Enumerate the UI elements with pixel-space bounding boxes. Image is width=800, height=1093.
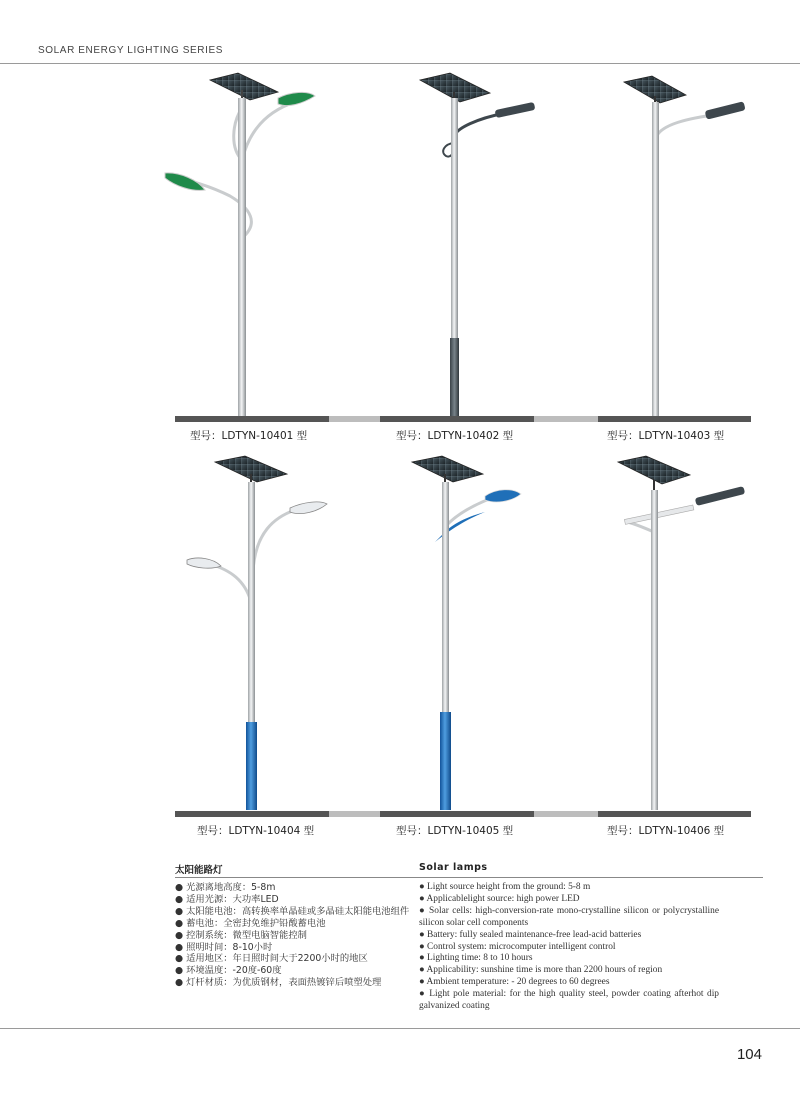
spec-cn-item: ● 灯杆材质：为优质钢材，表面热镀锌后喷塑处理 xyxy=(175,977,382,989)
spec-cn-item: ● 控制系统：微型电脑智能控制 xyxy=(175,929,307,941)
footer-rule xyxy=(0,1028,800,1029)
pole-lower xyxy=(440,712,451,810)
specs-cn-title: 太阳能路灯 xyxy=(175,865,223,876)
lamp-head xyxy=(495,102,536,118)
lamp-10402-illustration xyxy=(380,68,540,418)
caption-10404: 型号：LDTYN-10404 型 xyxy=(197,825,315,837)
specs-en-title: Solar lamps xyxy=(419,862,488,873)
spec-en-item: ● Solar cells: high-conversion-rate mono-crystalline silicon or polycrystalline silicon solar cell components xyxy=(419,905,719,928)
product-ldtyn-10403 xyxy=(600,68,760,418)
product-ldtyn-10404 xyxy=(175,452,335,812)
page-number: 104 xyxy=(736,1046,762,1063)
lamp-head xyxy=(695,486,745,506)
spec-cn-item: ● 太阳能电池：高转换率单晶硅或多晶硅太阳能电池组件 xyxy=(175,905,410,917)
caption-10406: 型号：LDTYN-10406 型 xyxy=(607,825,725,837)
spec-en-item: ● Light source height from the ground: 5-8 m xyxy=(419,882,591,892)
lamp-10405-illustration xyxy=(385,452,545,812)
specs-rule xyxy=(175,877,763,878)
lamp-10401-illustration xyxy=(150,68,330,418)
spec-cn-item: ● 光源离地高度：5-8m xyxy=(175,882,276,893)
pole xyxy=(651,490,658,810)
pole-upper xyxy=(451,98,458,338)
product-ldtyn-10406 xyxy=(600,452,760,812)
lower-lamp-head xyxy=(187,558,221,568)
spec-cn-item: ● 适用地区：年日照时间大于2200小时的地区 xyxy=(175,953,368,965)
solar-panel xyxy=(210,73,278,100)
caption-10403: 型号：LDTYN-10403 型 xyxy=(607,430,725,442)
spec-en-item: ● Battery: fully sealed maintenance-free lead-acid batteries xyxy=(419,929,642,940)
spec-en-item: ● Lighting time: 8 to 10 hours xyxy=(419,953,533,964)
spec-cn-item: ● 环境温度：-20度-60度 xyxy=(175,965,282,977)
caption-10401: 型号：LDTYN-10401 型 xyxy=(190,430,308,442)
solar-panel xyxy=(618,456,690,484)
lamp-10406-illustration xyxy=(600,452,760,812)
lamp-head xyxy=(705,101,746,119)
spec-cn-item: ● 蓄电池：全密封免维护铅酸蓄电池 xyxy=(175,917,326,929)
specs-en-list xyxy=(419,882,719,1013)
lamp-10404-illustration xyxy=(175,452,335,812)
lamp-head xyxy=(485,490,521,502)
upper-lamp-head xyxy=(290,502,327,514)
specs-cn-list xyxy=(175,882,415,989)
spec-en-item: ● Control system: microcomputer intelligent control xyxy=(419,941,616,952)
spec-en-item: ● Light pole material: for the high quality steel, powder coating afterhot dip galvanized coating xyxy=(419,989,719,1012)
pole xyxy=(238,98,246,416)
spec-en-item: ● Applicablelight source: high power LED xyxy=(419,893,580,904)
spec-cn-item: ● 照明时间：8-10小时 xyxy=(175,941,273,953)
lower-arm xyxy=(210,564,251,602)
spec-en-item: ● Ambient temperature: - 20 degrees to 60 degrees xyxy=(419,977,610,988)
spec-cn-item: ● 适用光源：大功率LED xyxy=(175,893,279,905)
series-title: SOLAR ENERGY LIGHTING SERIES xyxy=(38,45,223,56)
product-ldtyn-10405 xyxy=(385,452,545,812)
upper-arm xyxy=(253,510,295,572)
pole-lower xyxy=(450,338,459,416)
pole-upper xyxy=(248,482,255,722)
pole xyxy=(652,102,659,416)
bar-arm xyxy=(624,505,694,524)
product-ldtyn-10401 xyxy=(150,68,330,418)
product-ldtyn-10402 xyxy=(380,68,540,418)
pole-lower xyxy=(246,722,257,810)
header-rule xyxy=(0,63,800,64)
pole-upper xyxy=(442,482,449,712)
lower-lamp-head xyxy=(165,173,205,190)
spec-en-item: ● Applicability: sunshine time is more than 2200 hours of region xyxy=(419,965,663,976)
solar-panel xyxy=(412,456,483,482)
lamp-10403-illustration xyxy=(600,68,760,418)
upper-lamp-head xyxy=(278,92,315,105)
caption-10402: 型号：LDTYN-10402 型 xyxy=(396,430,514,442)
caption-10405: 型号：LDTYN-10405 型 xyxy=(396,825,514,837)
